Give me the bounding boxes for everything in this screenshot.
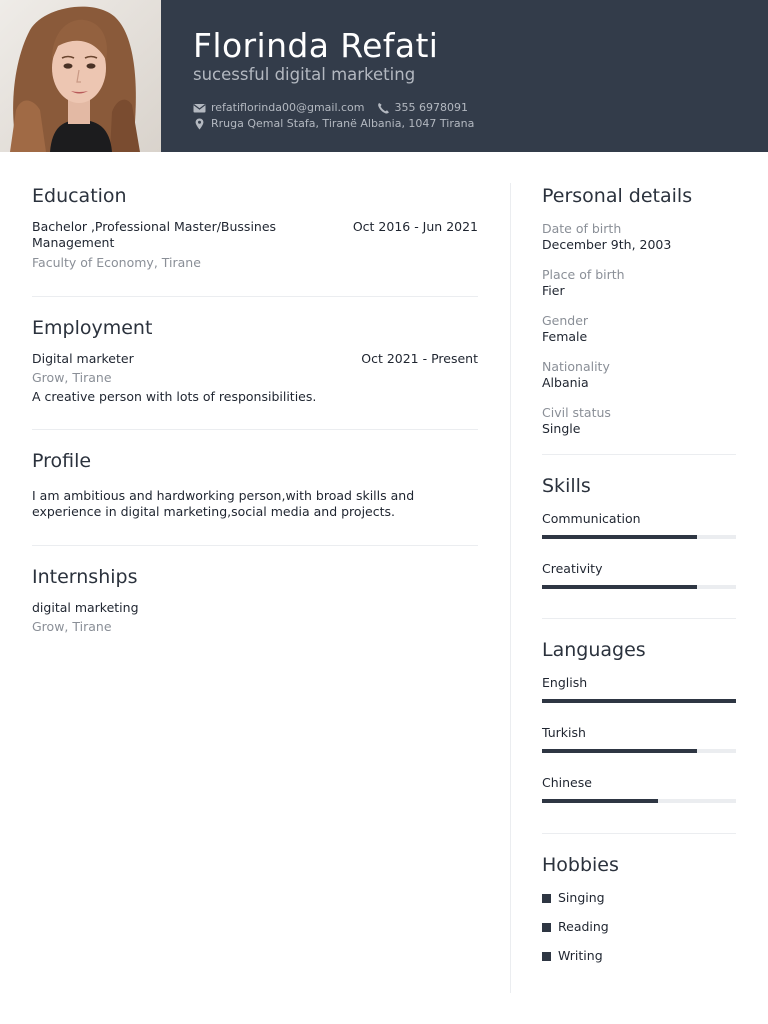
hobby-item [542, 890, 736, 906]
language-name: Chinese [542, 775, 592, 790]
square-bullet-icon [542, 952, 551, 961]
address-text: Rruga Qemal Stafa, Tiranë Albania, 1047 Tirana [211, 117, 475, 130]
resume-header [0, 0, 768, 152]
hobby-item [542, 919, 736, 935]
language-level-fill [542, 799, 658, 803]
candidate-title: sucessful digital marketing [193, 65, 416, 84]
language-level-fill [542, 699, 736, 703]
skill-level-bar [542, 535, 736, 539]
job-description: A creative person with lots of responsibilities. [32, 389, 317, 404]
education-heading: Education [32, 185, 127, 207]
skill-level-fill [542, 585, 697, 589]
profile-photo [0, 0, 161, 152]
main-column [32, 183, 478, 635]
detail-label: Date of birth [542, 221, 622, 236]
skill-name: Creativity [542, 561, 603, 576]
skill-item [542, 561, 736, 589]
skill-item [542, 511, 736, 539]
hobby-name: Reading [558, 919, 609, 934]
candidate-name: Florinda Refati [193, 26, 439, 65]
detail-label: Civil status [542, 405, 611, 420]
education-entry [32, 219, 478, 251]
language-level-bar [542, 799, 736, 803]
detail-label: Gender [542, 313, 589, 328]
language-level-fill [542, 749, 697, 753]
phone-icon [377, 102, 390, 114]
sidebar-column [542, 183, 736, 964]
detail-value: Fier [542, 283, 565, 298]
language-level-bar [542, 699, 736, 703]
contact-row-primary [193, 101, 468, 114]
detail-value: Albania [542, 375, 589, 390]
employment-dates: Oct 2021 - Present [361, 351, 478, 366]
skill-level-fill [542, 535, 697, 539]
skill-name: Communication [542, 511, 641, 526]
detail-label: Nationality [542, 359, 610, 374]
location-pin-icon [193, 118, 206, 130]
square-bullet-icon [542, 894, 551, 903]
employment-entry [32, 351, 478, 367]
profile-section [32, 448, 478, 520]
personal-details-heading: Personal details [542, 185, 693, 207]
languages-heading: Languages [542, 639, 646, 661]
degree-title: Bachelor ,Professional Master/Bussines Management [32, 219, 277, 250]
internships-section [32, 564, 478, 635]
internship-company: Grow, Tirane [32, 619, 112, 634]
language-level-bar [542, 749, 736, 753]
personal-details-section [542, 183, 736, 437]
portrait-illustration [0, 0, 161, 152]
contact-row-address [193, 117, 474, 130]
detail-label: Place of birth [542, 267, 625, 282]
hobbies-section [542, 852, 736, 964]
personal-item-gender [542, 313, 736, 345]
personal-item-nationality [542, 359, 736, 391]
skills-section [542, 473, 736, 589]
hobby-item [542, 948, 736, 964]
email-link[interactable]: refatiflorinda00@gmail.com [211, 101, 365, 114]
phone-number[interactable]: 355 6978091 [394, 101, 468, 114]
personal-item-civil-status [542, 405, 736, 437]
language-item [542, 675, 736, 703]
hobbies-heading: Hobbies [542, 854, 619, 876]
language-name: Turkish [542, 725, 586, 740]
education-section [32, 183, 478, 271]
language-item [542, 725, 736, 753]
detail-value: Single [542, 421, 581, 436]
detail-value: December 9th, 2003 [542, 237, 672, 252]
skill-level-bar [542, 585, 736, 589]
internships-heading: Internships [32, 566, 138, 588]
languages-section [542, 637, 736, 803]
skills-heading: Skills [542, 475, 591, 497]
employment-heading: Employment [32, 317, 153, 339]
language-name: English [542, 675, 588, 690]
personal-item-dob [542, 221, 736, 253]
language-item [542, 775, 736, 803]
square-bullet-icon [542, 923, 551, 932]
employment-section [32, 315, 478, 405]
education-dates: Oct 2016 - Jun 2021 [352, 219, 478, 234]
employer-name: Grow, Tirane [32, 370, 112, 385]
internship-title: digital marketing [32, 600, 139, 615]
job-title: Digital marketer [32, 351, 134, 366]
detail-value: Female [542, 329, 588, 344]
hobby-name: Writing [558, 948, 603, 963]
personal-item-birthplace [542, 267, 736, 299]
profile-heading: Profile [32, 450, 92, 472]
envelope-icon [193, 102, 206, 114]
school-name: Faculty of Economy, Tirane [32, 255, 201, 270]
hobby-name: Singing [558, 890, 605, 905]
column-divider [510, 183, 511, 993]
profile-summary: I am ambitious and hardworking person,with broad skills and experience in digital marketing,social media and projects. [32, 488, 415, 519]
